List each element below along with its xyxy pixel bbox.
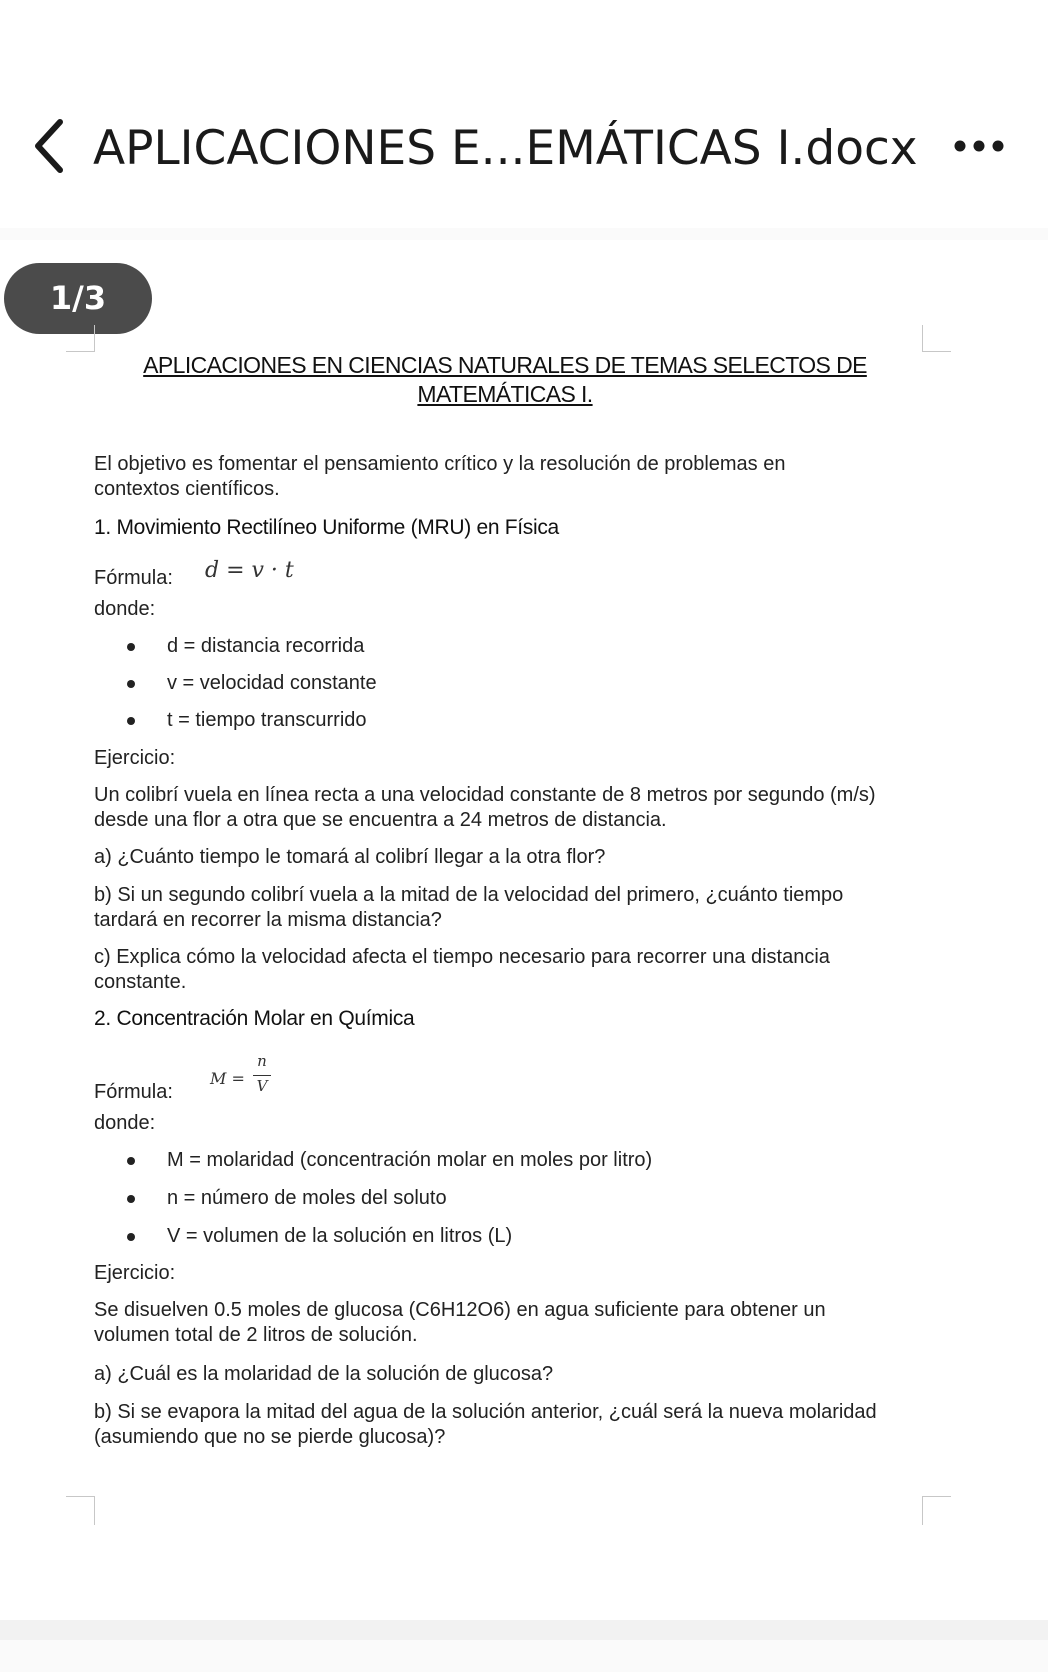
app-header xyxy=(0,0,1048,228)
bullet-dot xyxy=(127,1233,135,1241)
intro-line-2: contextos científicos. xyxy=(94,478,280,500)
more-horizontal-icon xyxy=(952,128,1012,164)
exercise-line-2: desde una flor a otra que se encuentra a 24 metros de distancia. xyxy=(94,809,667,831)
section-2-formula-lhs: M = xyxy=(210,1069,245,1088)
section-2-question-a: a) ¿Cuál es la molaridad de la solución de glucosa? xyxy=(94,1363,554,1385)
section-2-title: 2. Concentración Molar en Química xyxy=(94,1007,415,1030)
exercise-line-1: Un colibrí vuela en línea recta a una velocidad constante de 8 metros por segundo (m/s) xyxy=(94,784,876,806)
section-1-where-label: donde: xyxy=(94,598,156,620)
chevron-left-icon xyxy=(28,116,72,176)
section-1-exercise-text xyxy=(94,783,924,833)
document-title: APLICACIONES E...EMÁTICAS I.docx xyxy=(93,121,918,176)
section-2-question-b xyxy=(94,1400,924,1450)
section-1-formula: d = v · t xyxy=(205,558,294,583)
question-b-line-1: b) Si un segundo colibrí vuela a la mitad de la velocidad del primero, ¿cuánto tiempo xyxy=(94,884,844,906)
section-1-question-c xyxy=(94,945,924,995)
more-options-button[interactable] xyxy=(952,128,1012,164)
heading-line-1: APLICACIONES EN CIENCIAS NATURALES DE TEMAS SELECTOS DE xyxy=(143,352,867,378)
exercise-line-2: volumen total de 2 litros de solución. xyxy=(94,1324,418,1346)
section-1-question-b xyxy=(94,883,924,933)
crop-mark-bottom-left xyxy=(66,1496,95,1525)
page-bottom-edge xyxy=(0,1620,1048,1640)
heading-line-2: MATEMÁTICAS I. xyxy=(417,381,593,407)
bullet-dot xyxy=(127,643,135,651)
list-item-text: v = velocidad constante xyxy=(167,672,377,694)
back-button[interactable] xyxy=(28,116,72,176)
page-indicator: 1/3 xyxy=(4,263,152,334)
intro-paragraph xyxy=(94,452,924,502)
intro-line-1: El objetivo es fomentar el pensamiento crítico y la resolución de problemas en xyxy=(94,453,786,475)
question-b-line-2: (asumiendo que no se pierde glucosa)? xyxy=(94,1426,446,1448)
question-c-line-1: c) Explica cómo la velocidad afecta el tiempo necesario para recorrer una distancia xyxy=(94,946,830,968)
exercise-line-1: Se disuelven 0.5 moles de glucosa (C6H12O6) en agua suficiente para obtener un xyxy=(94,1299,826,1321)
crop-mark-top-right xyxy=(922,325,951,352)
list-item-text: M = molaridad (concentración molar en moles por litro) xyxy=(167,1149,653,1171)
list-item-text: d = distancia recorrida xyxy=(167,635,365,657)
bullet-dot xyxy=(127,717,135,725)
bullet-dot xyxy=(127,680,135,688)
section-1-formula-label: Fórmula: xyxy=(94,567,173,589)
list-item-text: t = tiempo transcurrido xyxy=(167,709,367,731)
bullet-dot xyxy=(127,1195,135,1203)
crop-mark-bottom-right xyxy=(922,1496,951,1525)
bullet-dot xyxy=(127,1157,135,1165)
list-item-text: V = volumen de la solución en litros (L) xyxy=(167,1225,513,1247)
crop-mark-top-left xyxy=(66,325,95,352)
section-2-where-label: donde: xyxy=(94,1112,156,1134)
section-2-formula-label: Fórmula: xyxy=(94,1081,173,1103)
list-item-text: n = número de moles del soluto xyxy=(167,1187,447,1209)
section-2-exercise-label: Ejercicio: xyxy=(94,1262,176,1284)
section-1-question-a: a) ¿Cuánto tiempo le tomará al colibrí llegar a la otra flor? xyxy=(94,846,606,868)
fraction-bar xyxy=(253,1075,271,1076)
question-b-line-2: tardará en recorrer la misma distancia? xyxy=(94,909,442,931)
section-1-title: 1. Movimiento Rectilíneo Uniforme (MRU) en Física xyxy=(94,516,559,539)
section-2-formula-numerator: n xyxy=(257,1052,267,1070)
section-2-formula-denominator: V xyxy=(256,1077,268,1095)
section-1-exercise-label: Ejercicio: xyxy=(94,747,176,769)
question-b-line-1: b) Si se evapora la mitad del agua de la solución anterior, ¿cuál será la nueva molaridad xyxy=(94,1401,877,1423)
section-2-exercise-text xyxy=(94,1298,924,1348)
question-c-line-2: constante. xyxy=(94,971,187,993)
document-heading xyxy=(140,351,870,409)
